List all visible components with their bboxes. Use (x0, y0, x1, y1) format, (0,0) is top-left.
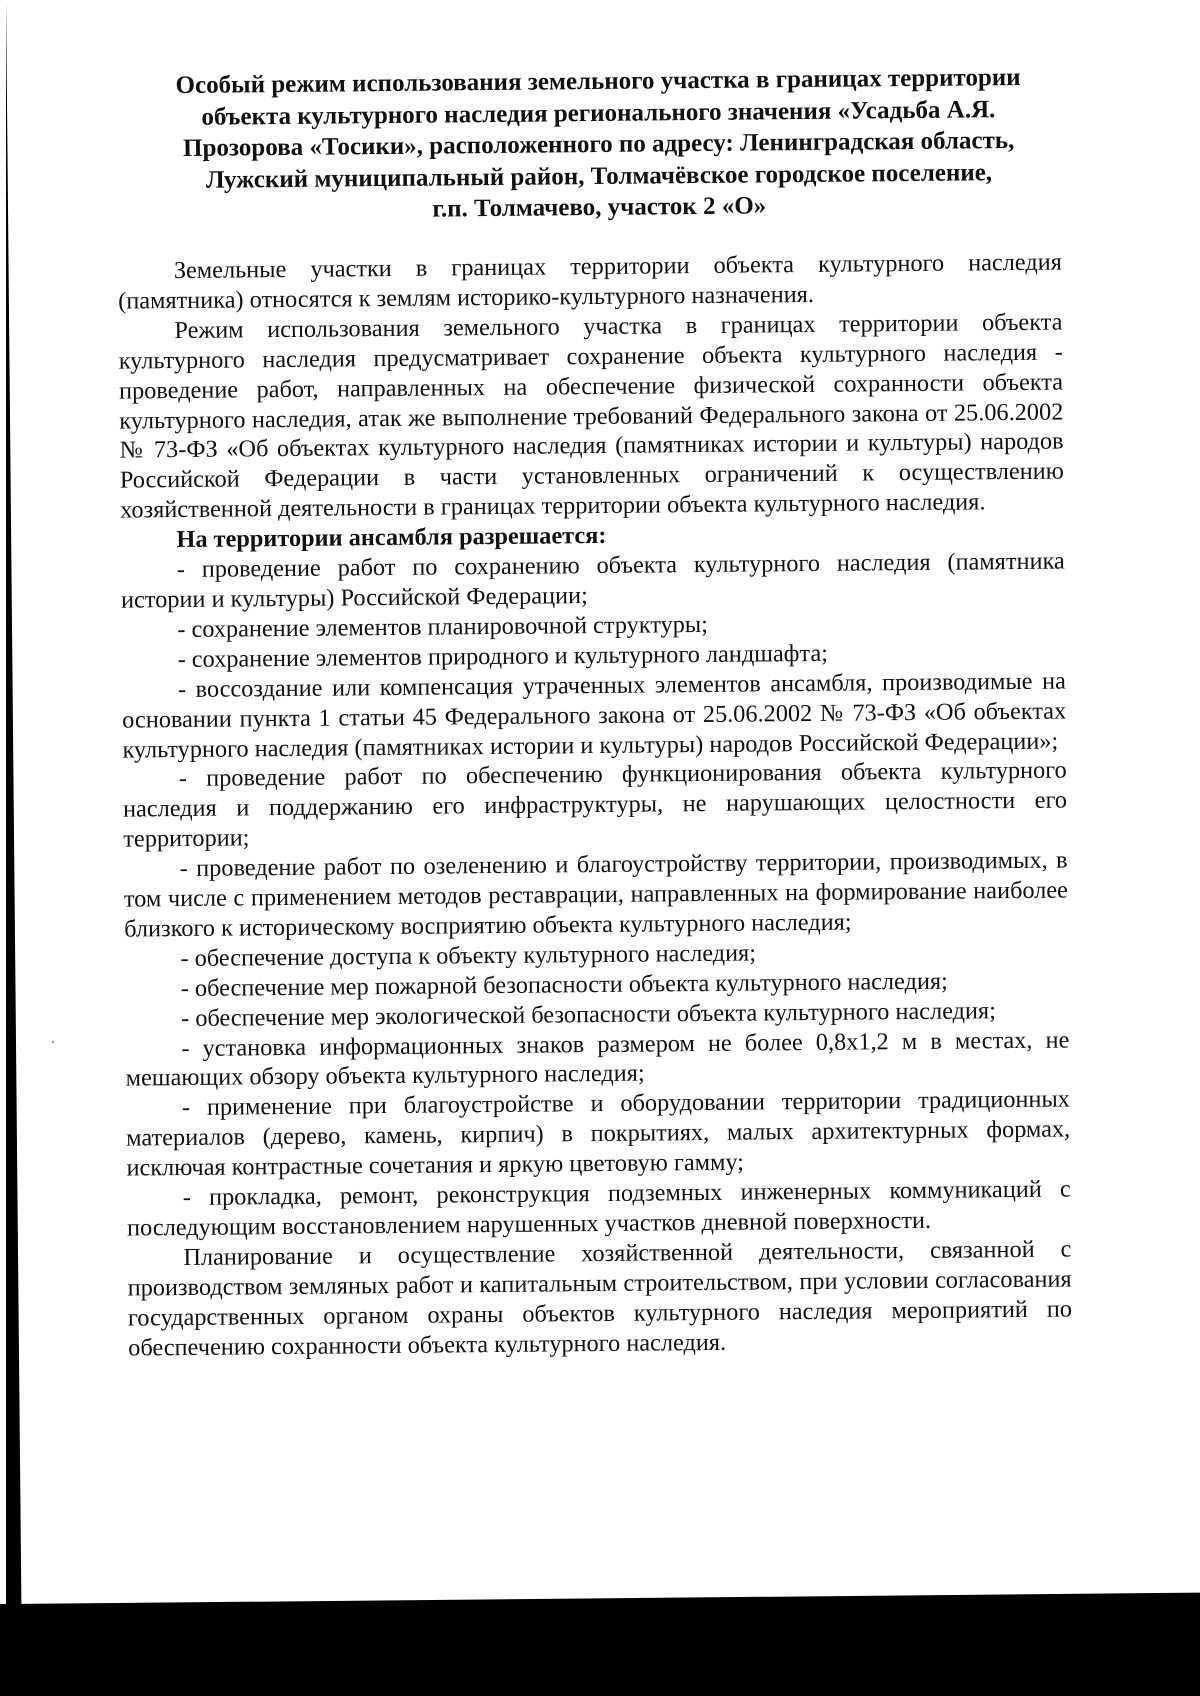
list-item: - сохранение элементов природного и культурного ландшафта; (177, 639, 829, 673)
list-item: - воссоздание или компенсация утраченных элементов ансамбля, производимые на основании пункта 1 статьи 45 Федерального закона от 25.06.2002 № 73-ФЗ «Об объектах культурного наследия (памятниках истории и культуры) народов Российской Федерации»; (122, 667, 1067, 764)
scan-speck (52, 1041, 54, 1043)
list-item: - обеспечение доступа к объекту культурного наследия; (180, 939, 757, 972)
list-item: - проведение работ по озеленению и благоустройству территории, производимых, в том числе с применением методов реставрации, направленных на формирование наиболее близкого к историческому восприятию объекта культурного наследия; (123, 846, 1069, 943)
document-body (118, 248, 1073, 1364)
section-heading-permitted: На территории ансамбля разрешается: (176, 522, 607, 554)
title-line: Прозорова «Тосики», расположенного по адресу: Ленинградская область, (182, 126, 1015, 162)
list-item: - обеспечение мер пожарной безопасности объекта культурного наследия; (180, 967, 948, 1002)
title-line: Лужский муниципальный район, Толмачёвское городское поселение, (205, 158, 993, 194)
title-line: объекта культурного наследия регионального значения «Усадьба А.Я. (201, 95, 996, 131)
document-title (143, 62, 1054, 228)
paragraph-usage-regime: Режим использования земельного участка в границах территории объекта культурного наследия предусматривает сохранение объекта культурного наследия - проведение работ, направленных на обеспечение физической сохранности объекта культурного наследия, атак же выполнение требований Федерального закона от 25.06.2002 № 73-ФЗ «Об объектах культурного наследия (памятниках истории и культуры) народов Российской Федерации в части установленных ограничений к осуществлению хозяйственной деятельности в границах территории объекта культурного наследия. (118, 308, 1064, 524)
list-item: - проведение работ по сохранению объекта культурного наследия (памятника истории и культуры) Российской Федерации; (120, 547, 1065, 614)
list-item: - обеспечение мер экологической безопасности объекта культурного наследия; (180, 996, 997, 1032)
paragraph-land-category: Земельные участки в границах территории объекта культурного наследия (памятника) относятся к землям историко-культурного назначения. (118, 248, 1062, 315)
paragraph-planning-conditions: Планирование и осуществление хозяйственной деятельности, связанной с производством земляных работ и капитальным строительством, при условии согласования государственных органом охраны объектов культурного наследия мероприятий по обеспечению сохранности объекта культурного наследия. (127, 1235, 1073, 1362)
title-line: г.п. Толмачево, участок 2 «О» (432, 192, 767, 223)
list-item: - сохранение элементов планировочной структуры; (177, 610, 709, 643)
list-item: - применение при благоустройстве и оборудовании территории традиционных материалов (дерево, камень, кирпич) в покрытиях, малых архитектурных формах, исключая контрастные сочетания и яркую цветовую гамму; (126, 1085, 1071, 1182)
title-line: Особый режим использования земельного участка в границах территории (175, 63, 1021, 100)
list-item: - установка информационных знаков размером не более 0,8х1,2 м в местах, не мешающих обзору объекта культурного наследия; (125, 1026, 1070, 1093)
list-item: - проведение работ по обеспечению функционирования объекта культурного наследия и поддержанию его инфраструктуры, не нарушающих целостности его территории; (122, 756, 1068, 853)
list-item: - прокладка, ремонт, реконструкция подземных инженерных коммуникаций с последующим восстановлением нарушенных участков дневной поверхности. (126, 1175, 1071, 1242)
